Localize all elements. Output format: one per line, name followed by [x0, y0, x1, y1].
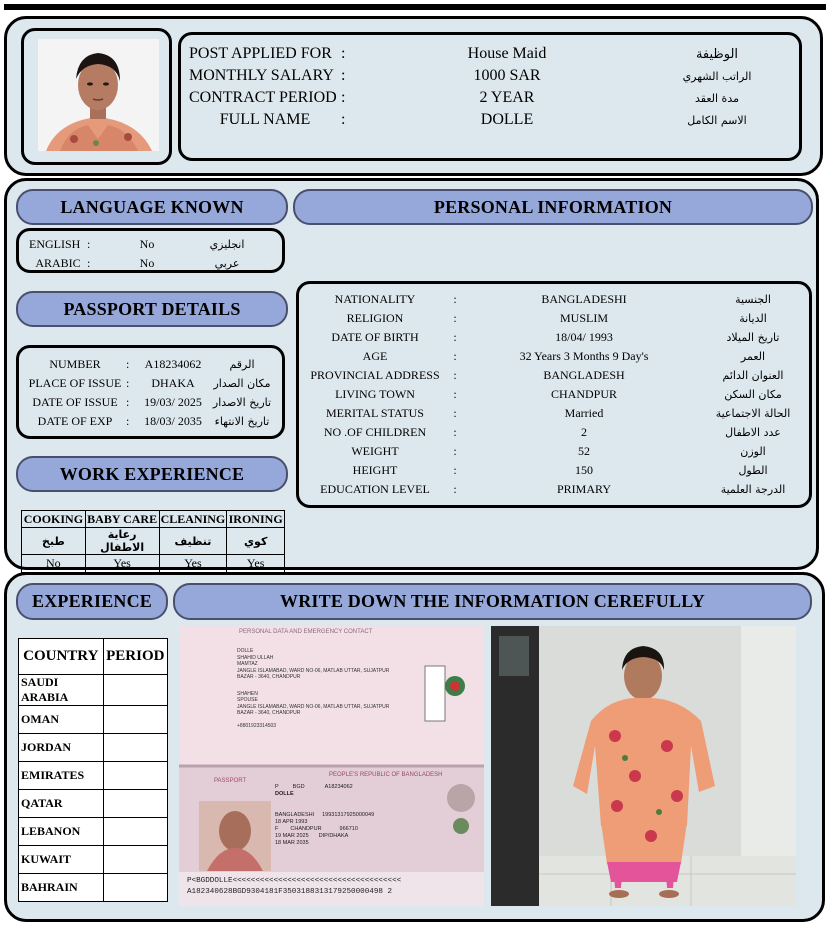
period-cell[interactable]	[103, 762, 167, 790]
pi-arabic: الدرجة العلمية	[720, 483, 786, 496]
pi-label: NATIONALITY	[334, 292, 416, 306]
experience-table	[18, 638, 168, 902]
salary-arabic: الراتب الشهري	[682, 69, 752, 83]
pp-number: A18234062	[324, 784, 353, 790]
work-experience-title: WORK EXPERIENCE	[16, 456, 288, 492]
pi-arabic: مكان السكن	[724, 388, 782, 401]
lang-label: ARABIC	[35, 255, 81, 270]
pp-prev: 966710	[339, 826, 358, 832]
pi-label: EDUCATION LEVEL	[320, 482, 430, 496]
country-header: COUNTRY	[19, 639, 104, 675]
pp-mother-val: MAMTAZ	[237, 661, 258, 667]
pi-value: MUSLIM	[559, 311, 608, 325]
pp-label: DATE OF ISSUE	[32, 395, 118, 409]
pi-arabic: الديانة	[739, 312, 767, 325]
experience-section	[4, 572, 825, 922]
pp-issue: 19 MAR 2025	[275, 833, 309, 839]
country-cell: SAUDI ARABIA	[19, 675, 104, 706]
post-label: POST APPLIED FOR	[189, 45, 332, 62]
post-value: House Maid	[467, 45, 547, 62]
work-value: Yes	[227, 555, 285, 573]
colon: :	[453, 387, 457, 401]
work-col-ar: رعاية الاطفال	[85, 528, 159, 555]
colon: :	[126, 414, 130, 428]
country-cell: OMAN	[19, 706, 104, 734]
work-col-en: IRONING	[228, 511, 283, 526]
instruction-banner: WRITE DOWN THE INFORMATION CEREFULLY	[173, 583, 812, 620]
pi-label: NO .OF CHILDREN	[323, 425, 427, 439]
pp-label: NUMBER	[49, 357, 101, 371]
passport-word: PASSPORT	[214, 778, 247, 784]
pi-arabic: العمر	[740, 350, 766, 363]
pp-code: BGD	[292, 784, 305, 790]
pi-value: BANGLADESHI	[541, 292, 627, 306]
colon: :	[453, 444, 457, 458]
country-cell: QATAR	[19, 790, 104, 818]
colon: :	[87, 236, 91, 251]
pp-address-val-2: JANGLE ISLAMABAD, WARD NO-06, MATLAB UTTAR, SUJATPUR BAZAR - 3640, CHANDPUR	[237, 703, 390, 716]
lang-value: No	[139, 236, 155, 251]
personal-info-panel	[296, 281, 812, 508]
pp-arabic: تاريخ الانتهاء	[214, 415, 270, 428]
colon: :	[341, 45, 346, 62]
lang-value: No	[139, 255, 155, 270]
pp-arabic: الرقم	[229, 358, 255, 371]
pi-label: DATE OF BIRTH	[331, 330, 419, 344]
work-value: Yes	[159, 555, 227, 573]
experience-title: EXPERIENCE	[16, 583, 168, 620]
pi-label: PROVINCIAL ADDRESS	[310, 368, 440, 382]
colon: :	[453, 368, 457, 382]
pi-value: BANGLADESH	[543, 368, 625, 382]
colon: :	[453, 292, 457, 306]
name-label: FULL NAME	[219, 111, 311, 128]
colon: :	[453, 406, 457, 420]
pp-label: PLACE OF ISSUE	[28, 376, 122, 390]
pi-arabic: عدد الاطفال	[725, 426, 781, 439]
colon: :	[341, 89, 346, 106]
colon: :	[453, 330, 457, 344]
country-cell: KUWAIT	[19, 846, 104, 874]
period-cell[interactable]	[103, 734, 167, 762]
personal-info-title: PERSONAL INFORMATION	[293, 189, 813, 225]
mrz-line-1: P<BGDDOLLE<<<<<<<<<<<<<<<<<<<<<<<<<<<<<<<<<<<<<	[187, 877, 402, 885]
period-cell[interactable]	[103, 790, 167, 818]
work-col-ar: طبخ	[22, 528, 86, 555]
work-col-en: CLEANING	[160, 511, 226, 526]
pi-arabic: الجنسية	[735, 293, 771, 306]
post-arabic: الوظيفة	[695, 46, 739, 62]
lang-arabic: انجليزي	[209, 237, 245, 251]
colon: :	[453, 349, 457, 363]
country-cell: BAHRAIN	[19, 874, 104, 902]
pi-arabic: الوزن	[740, 445, 766, 458]
pp-type: P	[275, 784, 279, 790]
colon: :	[126, 395, 130, 409]
colon: :	[453, 311, 457, 325]
work-value: No	[22, 555, 86, 573]
contract-value: 2 YEAR	[479, 89, 535, 106]
full-body-photo	[491, 626, 796, 906]
job-summary-panel	[178, 32, 802, 161]
period-cell[interactable]	[103, 874, 167, 902]
pi-label: LIVING TOWN	[335, 387, 415, 401]
top-rule	[4, 4, 826, 10]
pi-label: AGE	[362, 349, 388, 363]
colon: :	[341, 67, 346, 84]
pp-emergency-val: SHAHEN	[237, 690, 258, 697]
pi-arabic: تاريخ الميلاد	[726, 331, 780, 344]
lang-arabic: عربي	[214, 256, 240, 270]
pi-value: 32 Years 3 Months 9 Day's	[519, 349, 649, 363]
pp-phone-val: +8801923314503	[237, 722, 277, 729]
pp-father-val: SHAHID ULLAH	[237, 654, 274, 661]
lang-label: ENGLISH	[29, 236, 81, 251]
contract-arabic: مدة العقد	[695, 91, 739, 105]
name-arabic: الاسم الكامل	[687, 113, 747, 127]
pi-value: PRIMARY	[556, 482, 612, 496]
pi-label: MERITAL STATUS	[326, 406, 424, 420]
pp-value: A18234062	[144, 357, 202, 371]
work-col-en: COOKING	[22, 511, 86, 528]
period-header: PERIOD	[103, 639, 167, 675]
contract-label: CONTRACT PERIOD	[189, 89, 337, 106]
period-cell[interactable]	[103, 675, 167, 706]
pp-personal-no: 19931317925000049	[322, 812, 375, 818]
name-value: DOLLE	[480, 111, 534, 128]
colon: :	[453, 425, 457, 439]
pi-value: Married	[564, 406, 604, 420]
passport-scan-image	[179, 626, 484, 906]
pp-sex: F	[275, 826, 279, 832]
pp-arabic: تاريخ الاصدار	[212, 396, 272, 409]
header-section	[4, 16, 823, 176]
pp-name-val: DOLLE	[237, 648, 254, 654]
colon: :	[453, 482, 457, 496]
work-col-en: BABY CARE	[87, 511, 158, 526]
pp-spouse-val: SPOUSE	[237, 697, 258, 703]
pp-dob: 18 APR 1993	[275, 819, 308, 825]
pp-label: DATE OF EXP	[37, 414, 113, 428]
work-value: Yes	[85, 555, 159, 573]
pi-value: CHANDPUR	[550, 387, 617, 401]
passport-title: PASSPORT DETAILS	[16, 291, 288, 327]
pp-value: 19/03/ 2025	[144, 395, 202, 409]
country-cell: EMIRATES	[19, 762, 104, 790]
pi-arabic: الطول	[738, 464, 768, 477]
period-cell[interactable]	[103, 706, 167, 734]
pp-surname: DOLLE	[275, 791, 294, 797]
mrz-line-2: A182340628BGD9304181F3503188313179250000498 2	[187, 888, 393, 896]
pi-label: WEIGHT	[351, 444, 399, 458]
language-panel	[16, 228, 285, 273]
pp-arabic: مكان الصدار	[213, 377, 271, 390]
colon: :	[126, 376, 130, 390]
passport-panel	[16, 345, 285, 439]
passport-top-heading: PERSONAL DATA AND EMERGENCY CONTACT	[239, 629, 373, 635]
salary-value: 1000 SAR	[473, 67, 541, 84]
pi-arabic: الحالة الاجتماعية	[715, 407, 791, 420]
pi-value: 150	[575, 463, 593, 477]
colon: :	[126, 357, 130, 371]
work-col-ar: كوي	[227, 528, 285, 555]
pi-label: RELIGION	[346, 311, 404, 325]
profile-photo-frame	[21, 28, 172, 165]
passport-country-heading: PEOPLE'S REPUBLIC OF BANGLADESH	[329, 772, 443, 778]
pp-birthplace: CHANDPUR	[290, 826, 322, 832]
work-col-ar: تنظيف	[159, 528, 227, 555]
colon: :	[453, 463, 457, 477]
profile-photo	[38, 39, 159, 151]
pp-value: 18/03/ 2035	[144, 414, 202, 428]
period-cell[interactable]	[103, 818, 167, 846]
country-cell: LEBANON	[19, 818, 104, 846]
pp-authority: DIP/DHAKA	[318, 833, 349, 839]
salary-label: MONTHLY SALARY	[189, 67, 334, 84]
details-section	[4, 178, 819, 570]
country-cell: JORDAN	[19, 734, 104, 762]
pi-value: 52	[578, 444, 590, 458]
pi-label: HEIGHT	[352, 463, 398, 477]
pp-nationality: BANGLADESHI	[275, 812, 315, 818]
language-title: LANGUAGE KNOWN	[16, 189, 288, 225]
pi-value: 18/04/ 1993	[555, 330, 613, 344]
pp-address-val: JANGLE ISLAMABAD, WARD NO-06, MATLAB UTTAR, SUJATPUR BAZAR - 3640, CHANDPUR	[237, 667, 390, 680]
pi-value: 2	[581, 425, 587, 439]
period-cell[interactable]	[103, 846, 167, 874]
pp-expiry: 18 MAR 2035	[275, 840, 309, 846]
pp-value: DHAKA	[151, 376, 195, 390]
work-experience-table	[21, 510, 285, 573]
colon: :	[87, 255, 91, 270]
pi-arabic: العنوان الدائم	[722, 369, 784, 382]
colon: :	[341, 111, 346, 128]
